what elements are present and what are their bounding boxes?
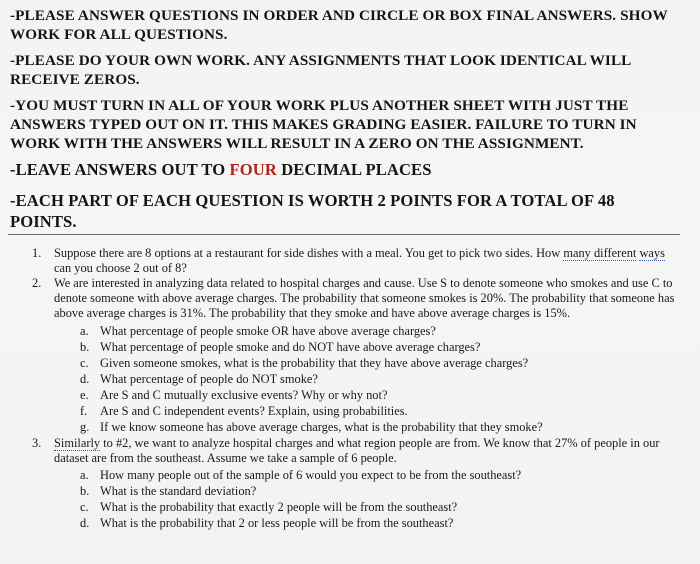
question-2-number: 2. [32,276,42,290]
question-2-part-label: c. [80,356,89,370]
question-1-dotted-phrase: many different [563,246,637,260]
question-1-text [54,246,680,276]
instruction-own-work: -PLEASE DO YOUR OWN WORK. ANY ASSIGNMENTS THAT LOOK IDENTICAL WILL RECEIVE ZEROS. [10,52,631,88]
question-2-part-text: Given someone smokes, what is the probability that they have above average charges? [100,356,529,370]
question-3-part-text: How many people out of the sample of 6 would you expect to be from the southeast? [100,468,522,482]
question-3-part-label: b. [80,484,90,498]
question-2-part-label: d. [80,372,90,386]
question-3-number: 3. [32,436,42,450]
question-2-part-label: f. [80,404,88,418]
question-1-number: 1. [32,246,42,260]
instruction-answer-order: -PLEASE ANSWER QUESTIONS IN ORDER AND CIRCLE OR BOX FINAL ANSWERS. SHOW WORK FOR ALL QUESTIONS. [10,7,668,43]
question-1-text-start: Suppose there are 8 options at a restaurant for side dishes with a meal. You get to pick two sides. How [54,246,564,260]
question-2-part-label: e. [80,388,89,402]
question-3-part-label: a. [80,468,89,482]
question-2-part-text: What percentage of people smoke OR have above average charges? [100,324,436,338]
question-2-part-text: Are S and C independent events? Explain, using probabilities. [100,404,408,418]
question-3-dotted-word: Similarly [54,436,101,450]
question-2-part-text: Are S and C mutually exclusive events? Why or why not? [100,388,388,402]
question-3-part-label: c. [80,500,89,514]
question-2-part-text: What percentage of people smoke and do NOT have above average charges? [100,340,481,354]
question-3-part-text: What is the standard deviation? [100,484,257,498]
question-3-text [54,436,680,466]
question-1-dotted-word: ways [639,246,665,260]
divider-line [8,234,680,235]
question-3-text-rest: to #2, we want to analyze hospital charges and what region people are from. We know that 27% of people in our dataset are from the southeast. Assume we take a sample of 6 people. [54,436,660,465]
question-3-part-text: What is the probability that 2 or less people will be from the southeast? [100,516,454,530]
decimal-places-highlight: FOUR [229,160,277,179]
decimal-places-suffix: DECIMAL PLACES [276,160,432,179]
instruction-turn-in: -YOU MUST TURN IN ALL OF YOUR WORK PLUS ANOTHER SHEET WITH JUST THE ANSWERS TYPED OUT ON IT. THIS MAKES GRADING EASIER. FAILURE TO TURN IN WORK WITH THE ANSWERS WILL RESULT IN A ZERO ON THE ASSIGNMENT. [10,97,637,152]
question-3-part-label: d. [80,516,90,530]
question-2-part-label: g. [80,420,90,434]
question-2-part-text: What percentage of people do NOT smoke? [100,372,318,386]
question-3-part-text: What is the probability that exactly 2 people will be from the southeast? [100,500,458,514]
instruction-decimal-places [10,159,680,180]
decimal-places-prefix: -LEAVE ANSWERS OUT TO [10,160,230,179]
question-2-part-label: b. [80,340,90,354]
question-2-text: We are interested in analyzing data related to hospital charges and cause. Use S to denote someone who smokes and use C to denote someone with above average charges. The probability that someone smokes is 20%. The probability that someone has above average charges is 31%. The probability that they smoke and have above average charges is 15%. [54,276,675,320]
question-2-part-text: If we know someone has above average charges, what is the probability that they smoke? [100,420,543,434]
question-2-part-label: a. [80,324,89,338]
instruction-points: -EACH PART OF EACH QUESTION IS WORTH 2 POINTS FOR A TOTAL OF 48 POINTS. [10,191,615,231]
question-1-text-end: can you choose 2 out of 8? [54,261,187,275]
